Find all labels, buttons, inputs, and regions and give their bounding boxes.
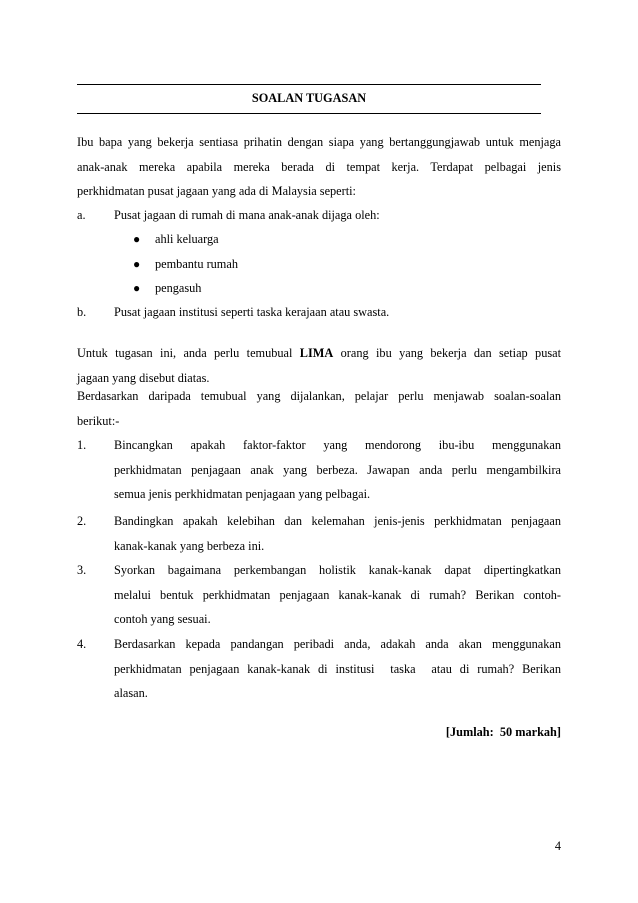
question-2 xyxy=(77,509,561,559)
instruction-line: berikut:- xyxy=(77,413,120,428)
question-number: 1. xyxy=(77,438,87,452)
intro-line: anak-anak mereka apabila mereka berada di tempat kerja. Terdapat pelbagai jenis xyxy=(77,159,561,174)
question-line: alasan. xyxy=(114,686,148,700)
list-item-text: Pusat jagaan di rumah di mana anak-anak dijaga oleh: xyxy=(114,208,380,222)
question-line: melalui bentuk perkhidmatan penjagaan kanak-kanak di rumah? Berikan contoh- xyxy=(114,587,561,602)
question-4 xyxy=(77,632,561,706)
question-line: Bincangkan apakah faktor-faktor yang mendorong ibu-ibu menggunakan xyxy=(114,438,561,452)
task-text: Untuk tugasan ini, anda perlu temubual xyxy=(77,346,293,360)
bullet-text: pembantu rumah xyxy=(155,257,238,271)
intro-paragraph xyxy=(77,130,561,204)
question-number: 2. xyxy=(77,514,87,528)
question-number: 4. xyxy=(77,637,87,651)
list-item-text: Pusat jagaan institusi seperti taska kerajaan atau swasta. xyxy=(114,305,390,319)
task-paragraph xyxy=(77,341,561,390)
task-line xyxy=(77,341,561,366)
list-item-b xyxy=(77,300,561,325)
question-text xyxy=(114,433,561,507)
instruction-paragraph xyxy=(77,384,561,433)
bullet-text: ahli keluarga xyxy=(155,232,219,246)
question-line: semua jenis perkhidmatan penjagaan yang pelbagai. xyxy=(114,487,371,501)
question-3 xyxy=(77,558,561,632)
question-number: 3. xyxy=(77,563,87,577)
emphasis-count: LIMA xyxy=(299,346,334,360)
intro-line: perkhidmatan pusat jagaan yang ada di Malaysia seperti: xyxy=(77,184,356,198)
question-line: kanak-kanak yang berbeza ini. xyxy=(114,538,265,553)
bullet-icon: ● xyxy=(133,232,141,246)
question-text xyxy=(114,632,561,706)
question-text xyxy=(114,509,561,558)
total-marks: [Jumlah: 50 markah] xyxy=(445,725,561,739)
task-text: orang ibu yang bekerja dan setiap pusat xyxy=(340,346,562,360)
heading-bottom-rule xyxy=(77,113,541,114)
list-item-a xyxy=(77,203,561,228)
page-number: 4 xyxy=(554,839,561,853)
question-line: perkhidmatan penjagaan kanak-kanak di institusi taska atau di rumah? Berikan xyxy=(114,661,561,676)
question-line: contoh yang sesuai. xyxy=(114,612,211,626)
list-marker: a. xyxy=(77,208,86,222)
heading-top-rule xyxy=(77,84,541,85)
question-line: Syorkan bagaimana perkembangan holistik kanak-kanak dapat dipertingkatkan xyxy=(114,563,561,577)
question-line: Bandingkan apakah kelebihan dan kelemahan jenis-jenis perkhidmatan penjagaan xyxy=(114,514,561,528)
bullet-icon: ● xyxy=(133,257,141,271)
list-marker: b. xyxy=(77,305,87,319)
page-heading: SOALAN TUGASAN xyxy=(251,91,367,105)
question-line: Berdasarkan kepada pandangan peribadi anda, adakah anda akan menggunakan xyxy=(114,637,561,651)
bullet-icon: ● xyxy=(133,281,141,295)
question-line: perkhidmatan penjagaan anak yang berbeza. Jawapan anda perlu mengambilkira xyxy=(114,462,561,477)
question-1 xyxy=(77,433,561,507)
intro-line: Ibu bapa yang bekerja sentiasa prihatin dengan siapa yang bertanggungjawab untuk menjaga xyxy=(77,135,561,149)
task-line: jagaan yang disebut diatas. xyxy=(77,370,210,385)
instruction-line: Berdasarkan daripada temubual yang dijalankan, pelajar perlu menjawab soalan-soalan xyxy=(77,389,561,403)
question-text xyxy=(114,558,561,632)
bullet-text: pengasuh xyxy=(155,281,202,295)
